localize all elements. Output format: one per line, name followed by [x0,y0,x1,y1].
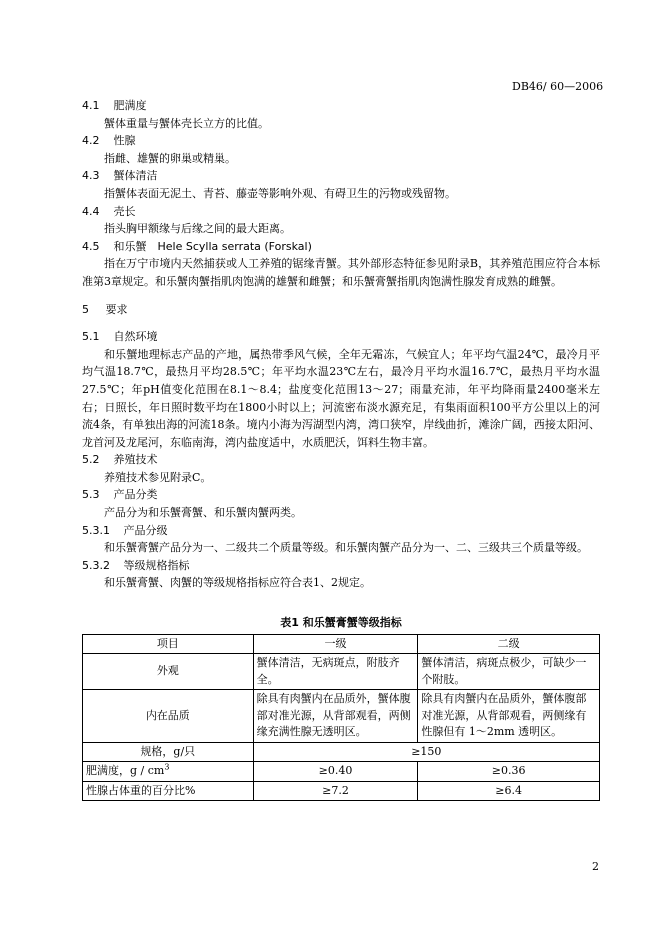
section-title: 自然环境 [113,330,158,344]
cell-grade-1: 除具有肉蟹内在品质外，蟹体腹部对准光源，从背部观看，两侧缘充满性腺无透明区。 [253,690,418,743]
row-label [83,762,254,782]
section-4-3 [82,167,600,202]
cell-grade-1: ≥0.40 [253,762,418,782]
row-label: 性腺占体重的百分比% [83,781,254,801]
cell-grade-2: 除具有肉蟹内在品质外，蟹体腹部对准光源，从背部观看，两侧缘有性腺但有 1～2mm 透明区。 [418,690,600,743]
section-title: 和乐蟹 Hele Scylla serrata (Forskal) [113,239,312,253]
table-row-quality [83,690,600,743]
section-text: 指在万宁市境内天然捕获或人工养殖的锯缘青蟹。其外部形态特征参见附录B，其养殖范围应符合本标准第3章规定。和乐蟹肉蟹指肌肉饱满的雄蟹和雌蟹；和乐蟹膏蟹指肌肉饱满性腺发育成熟的雌蟹。 [82,257,600,288]
cell-spec-value: ≥150 [253,742,599,762]
section-5-3-2 [82,557,600,592]
section-title: 产品分级 [123,523,168,537]
header-grade-1: 一级 [253,634,418,654]
table-row-fatness [83,762,600,782]
cell-grade-2: ≥0.36 [418,762,600,782]
section-4-2 [82,132,600,167]
grade-table [82,634,600,802]
section-number: 4.1 [82,99,100,112]
section-5 [82,301,600,319]
header-item: 项目 [83,634,254,654]
page-number: 2 [592,860,599,873]
table-header-row [83,634,600,654]
section-number: 5.3.1 [82,523,110,537]
cell-grade-2: 蟹体清洁，病斑点极少，可缺少一个附肢。 [418,654,600,690]
document-body [82,97,600,801]
section-text: 指雌、雄蟹的卵巢或精巢。 [104,151,236,165]
section-4-1 [82,97,600,132]
row-label: 内在品质 [83,690,254,743]
section-number: 5.3.2 [82,558,110,572]
section-title: 养殖技术 [113,453,158,467]
superscript: 3 [164,762,170,772]
section-text: 和乐蟹膏蟹、肉蟹的等级规格指标应符合表1、2规定。 [104,576,371,590]
table-row-gonad [83,781,600,801]
section-text: 和乐蟹地理标志产品的产地，属热带季风气候，全年无霜冻，气候宜人；年平均气温24℃，最冷月平均气温18.7℃，最热月平均28.5℃；年平均水温23℃左右，最冷月平均水温16.7℃，最热月平均水温27.5℃；年pH值变化范围在8.1～8.4；盐度变化范围13～27；雨量充沛，年平均降雨量2400毫米左右；日照长，年日照时数平均在1800小时以上；河流密布淡水源充足，有集雨面积100平方公里以上的河流4条，有单独出海的河流18条。境内小海为泻湖型内湾，湾口狭窄，岸线曲折，滩涂广阔，西接太阳河、龙首河及龙尾河，东临南海，湾内盐度适中，水质肥沃，饵料生物丰富。 [82,347,600,449]
section-text: 产品分为和乐蟹膏蟹、和乐蟹肉蟹两类。 [104,506,302,520]
section-number: 4.5 [82,239,100,253]
section-text: 指蟹体表面无泥土、青苔、藤壶等影响外观、有碍卫生的污物或残留物。 [104,186,456,200]
section-number: 5.1 [82,330,100,344]
section-5-1 [82,328,600,451]
section-title: 产品分类 [113,488,158,502]
row-label: 规格，g/只 [83,742,254,762]
table-caption: 表1 和乐蟹膏蟹等级指标 [280,616,402,630]
section-text: 养殖技术参见附录C。 [104,470,212,484]
section-text: 蟹体重量与蟹体壳长立方的比值。 [104,116,269,130]
section-number: 4.3 [82,169,100,183]
section-number: 5.2 [82,453,100,467]
cell-grade-1: 蟹体清洁，无病斑点，附肢齐全。 [253,654,418,690]
document-number: DB46/ 60—2006 [512,80,604,93]
header-grade-2: 二级 [418,634,600,654]
section-title: 肥满度 [113,99,147,112]
table-row-appearance [83,654,600,690]
section-text: 指头胸甲额缘与后缘之间的最大距离。 [104,222,291,236]
cell-grade-2: ≥6.4 [418,781,600,801]
row-label: 外观 [83,654,254,690]
section-title: 等级规格指标 [123,558,190,572]
section-4-5 [82,238,600,291]
section-5-3-1 [82,522,600,557]
cell-grade-1: ≥7.2 [253,781,418,801]
section-number: 5.3 [82,488,100,502]
section-number: 5 [82,302,89,316]
section-title: 性腺 [113,134,136,148]
section-4-4 [82,203,600,238]
section-5-2 [82,451,600,486]
section-number: 4.2 [82,134,100,148]
table-row-spec [83,742,600,762]
section-title: 壳长 [113,204,136,218]
section-title: 要求 [105,302,128,316]
section-5-3 [82,486,600,521]
section-text: 和乐蟹膏蟹产品分为一、二级共二个质量等级。和乐蟹肉蟹产品分为一、二、三级共三个质量等级。 [104,541,588,555]
row-label-text: 肥满度，g / cm [86,764,165,778]
section-number: 4.4 [82,204,100,218]
section-title: 蟹体清洁 [113,169,158,183]
